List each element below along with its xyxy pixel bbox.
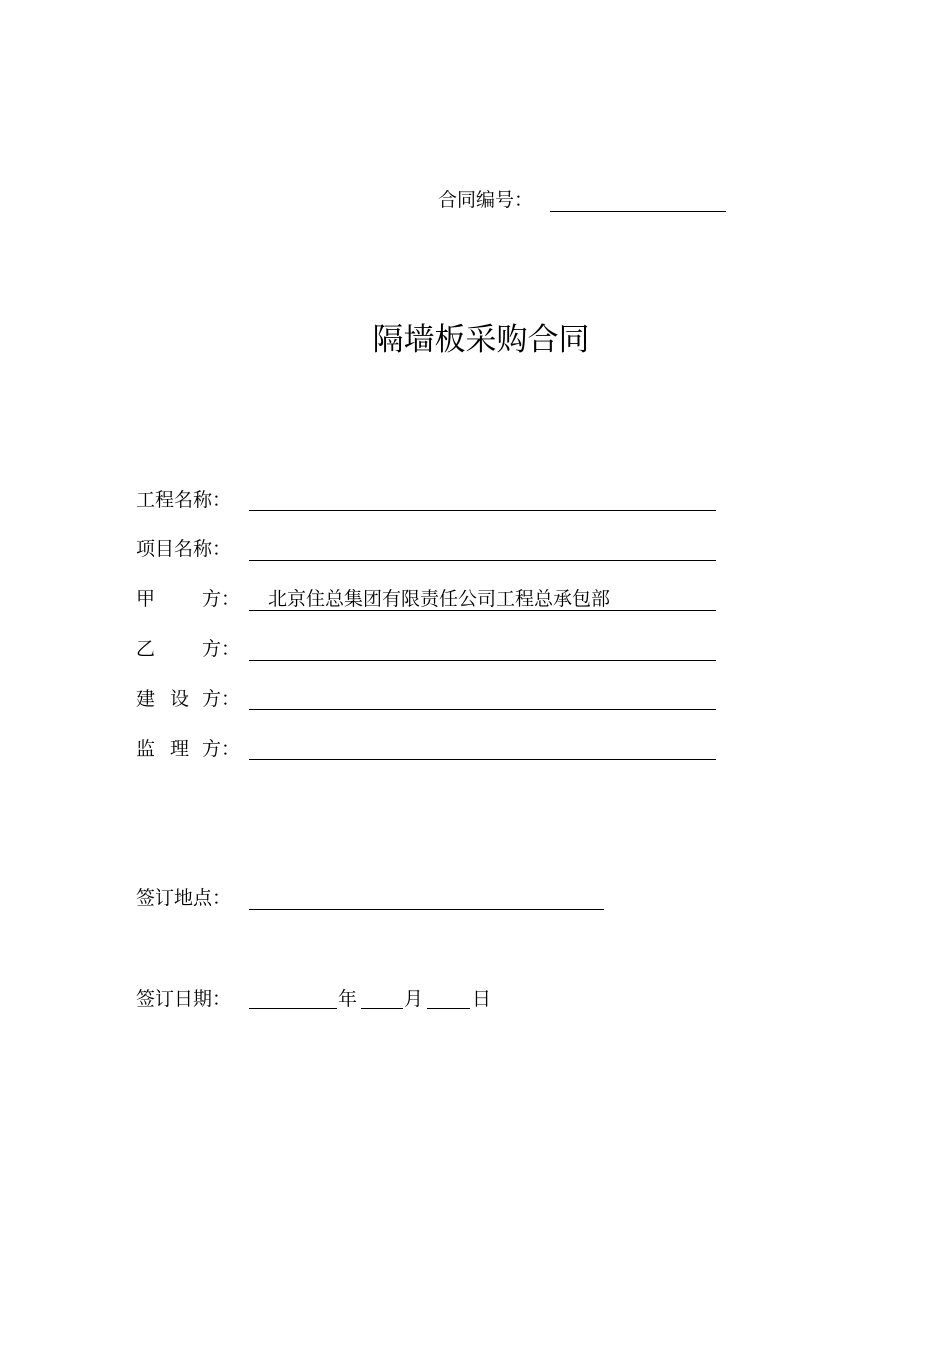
signing-date-label: 签订日期： [136,988,232,1010]
project-name-label: 工程名称： [136,489,232,511]
builder-label-char-1: 建 [136,688,156,710]
party-b-label-char: 乙 [136,638,156,660]
builder-blank[interactable] [249,709,716,710]
supervisor-label [136,737,241,761]
signing-month-blank[interactable] [361,1008,403,1009]
party-b-blank[interactable] [249,660,716,661]
supervisor-blank[interactable] [249,759,716,760]
party-a-label [136,587,241,611]
signing-day-blank[interactable] [427,1008,470,1009]
party-b-label [136,637,241,661]
party-b-label-suffix: 方： [202,638,241,660]
signing-place-blank[interactable] [249,909,604,910]
party-a-blank[interactable] [249,610,716,611]
supervisor-label-char-2: 理 [170,738,190,760]
signing-year-blank[interactable] [249,1008,337,1009]
contract-number-blank[interactable] [550,211,726,212]
item-name-label: 项目名称： [136,538,232,560]
year-unit: 年 [338,988,358,1010]
item-name-blank[interactable] [249,560,716,561]
day-unit: 日 [472,988,492,1010]
document-title: 隔墙板采购合同 [372,322,590,358]
builder-label [136,687,241,711]
month-unit: 月 [404,988,424,1010]
builder-label-suffix: 方： [202,688,241,710]
project-name-blank[interactable] [249,510,716,511]
supervisor-label-char-1: 监 [136,738,156,760]
builder-label-char-2: 设 [170,688,190,710]
contract-number-label: 合同编号： [438,189,534,211]
party-a-label-char: 甲 [136,588,156,610]
supervisor-label-suffix: 方： [202,738,241,760]
signing-place-label: 签订地点： [136,887,232,909]
party-a-value: 北京住总集团有限责任公司工程总承包部 [268,588,611,610]
party-a-label-suffix: 方： [202,588,241,610]
